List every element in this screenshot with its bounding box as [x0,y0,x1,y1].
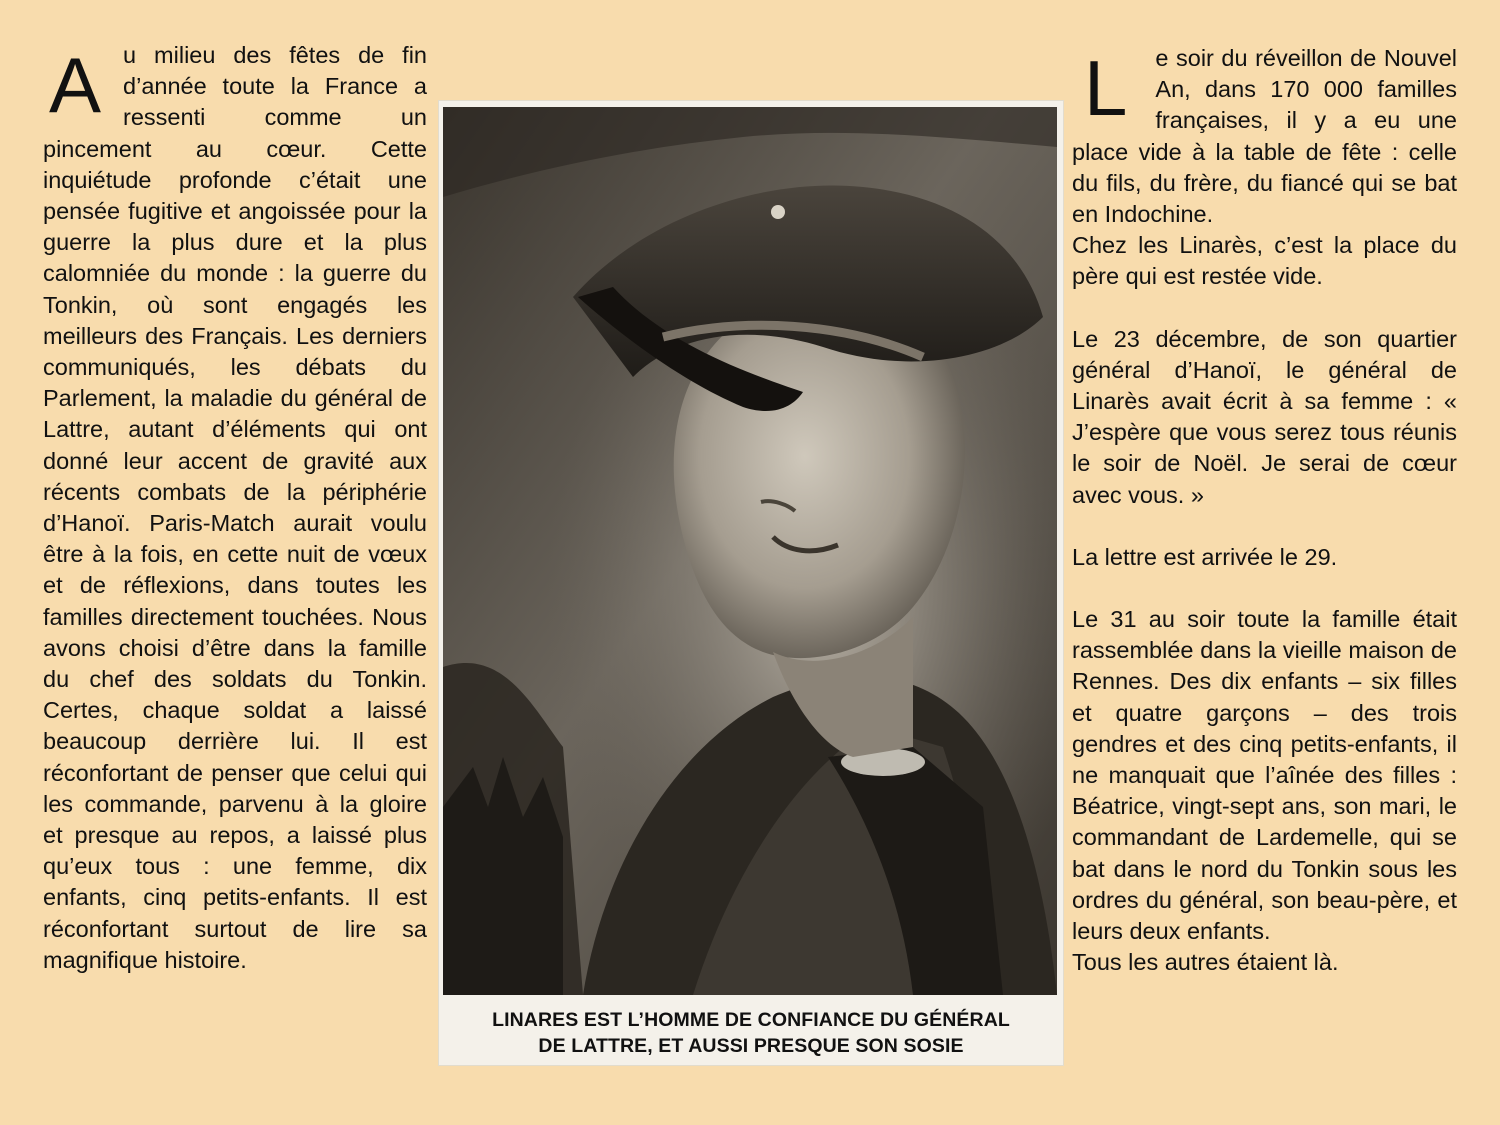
general-portrait-image [443,107,1057,995]
caption-line-2: DE LATTRE, ET AUSSI PRESQUE SON SOSIE [538,1035,964,1057]
paragraph-gap [1072,511,1457,542]
photo-caption [439,1007,1063,1059]
caption-line-1: LINARES EST L’HOMME DE CONFIANCE DU GÉNÉRAL [492,1009,1010,1031]
right-paragraph-4: Le 31 au soir toute la famille était rassemblée dans la vieille maison de Rennes. Des dix enfants – six filles et quatre garçons – des trois gendres et des cinq petits-enfants, il ne manquait que l’aînée des filles : Béatrice, vingt-sept ans, son mari, le commandant de Lardemelle, qui se bat dans le nord du Tonkin sous les ordres du général, son beau-père, et leurs deux enfants. [1072,606,1457,945]
right-paragraph-2: Le 23 décembre, de son quartier général d’Hanoï, le général de Linarès avait écrit à sa femme : « J’espère que vous serez tous réunis le soir de Noël. Je serai de cœur avec vous. » [1072,325,1457,508]
paragraph-gap [1072,293,1457,324]
right-paragraph-1: e soir du réveillon de Nouvel An, dans 170 000 familles françaises, il y a eu une place vide à la table de fête : celle du fils, du frère, du fiancé qui se bat en Indochine. [1072,45,1457,228]
portrait-photo [438,100,1064,1066]
right-paragraph-1b: Chez les Linarès, c’est la place du père qui est restée vide. [1072,232,1457,290]
dropcap-left: A [49,41,102,129]
right-text-column [1072,43,1457,978]
left-paragraph: u milieu des fêtes de fin d’année toute la France a ressenti comme un pincement au cœur. Cette inquiétude profonde c’était une pensée fugitive et angoissée pour la guerre la plus dure et la plus calomniée du monde : la guerre du Tonkin, où sont engagés les meilleurs des Français. Les derniers communiqués, les débats du Parlement, la maladie du général de Lattre, autant d’éléments qui ont donné leur accent de gravité aux récents combats de la périphérie d’Hanoï. Paris-Match aurait voulu être à la fois, en cette nuit de vœux et de réflexions, dans toutes les familles directement touchées. Nous avons choisi d’être dans la famille du chef des soldats du Tonkin. Certes, chaque soldat a laissé beaucoup derrière lui. Il est réconfortant de penser que celui qui les commande, parvenu à la gloire et presque au repos, a laissé plus qu’eux tous : une femme, dix enfants, cinq petits-enfants. Il est réconfortant surtout de lire sa magnifique histoire. [43,42,427,973]
right-paragraph-3: La lettre est arrivée le 29. [1072,543,1338,570]
dropcap-right: L [1084,44,1128,132]
right-paragraph-5: Tous les autres étaient là. [1072,949,1339,976]
paragraph-gap [1072,573,1457,604]
left-text-column [43,40,427,976]
